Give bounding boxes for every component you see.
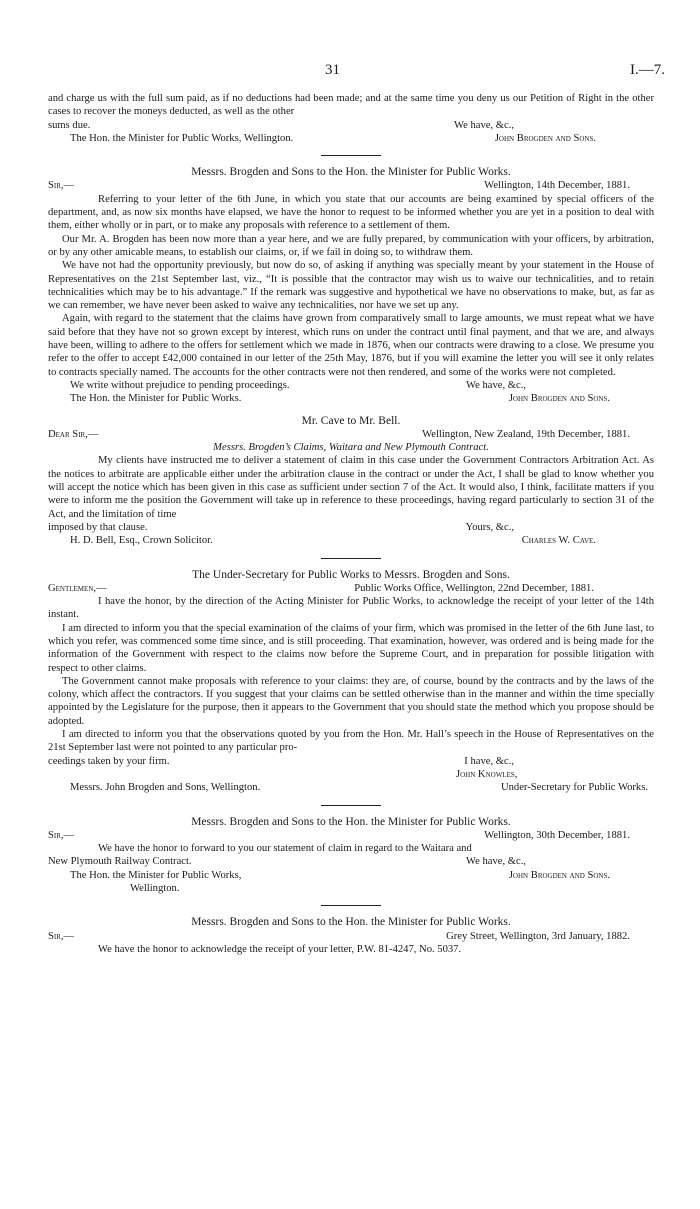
paragraph: The Government cannot make proposals with reference to your claims: they are, of course, bound by the contracts and by the laws of the colony, which affect the contractors. If you suggest that your claims can be settled otherwise than in the manner and within the time specially appointed by the Legislature for the purpose, then it appears to the Government that you should state the method which you propose should be adopted. [48,675,654,727]
paragraph: We have the honor to forward to you our statement of claim in regard to the Waitara and [98,843,472,855]
signature: John Brogden and Sons. [508,393,610,405]
sign-row [48,781,654,794]
section-divider [321,805,381,806]
closing-row [48,379,654,392]
signature-name: John Knowles, [456,768,518,780]
paragraph: My clients have instructed me to deliver a statement of claim in this case under the Government Contractors Arbitration Act. As the notices to arbitrate are applicable either under the arbitration clause in the contract or under the Act, I shall be glad to know whether you will accept the notice which has been given in this case as sufficient under section 7 of the Act. It would also, I think, facilitate matters if you were to inform me the position the Government will take up in reference to these proceedings, having regard particularly to section 31 of the Act, and the limitation of time [48,455,654,520]
addressee: The Hon. the Minister for Public Works, [70,869,242,881]
paragraph: Referring to your letter of the 6th June, in which you state that our accounts are being examined by special officers of the department, and, as now six months have elapsed, we have the honor to request to be informed whether you are yet in a position to deal with them, either wholly or in part, or to make any proposals with reference to a settlement of them. [48,193,654,232]
letter-title: Messrs. Brogden and Sons to the Hon. the Minister for Public Works. [191,916,511,929]
closing: We have, &c., [465,856,526,868]
intro-signature: John Brogden and Sons. [494,132,596,144]
paragraph: Our Mr. A. Brogden has been now more than a year here, and we are fully prepared, by communication with your officers, by arbitration, or by any other amicable means, to establish our claims, or, if we fail in doing so, to withdraw them. [48,233,654,258]
salutation: Gentlemen,— [48,582,107,594]
letter-content [48,92,654,956]
salutation-row [48,179,654,192]
addressee: The Hon. the Minister for Public Works. [70,393,242,405]
intro-closing: We have, &c., [453,119,514,131]
closing-row [48,521,654,534]
letter-title: Mr. Cave to Mr. Bell. [301,414,401,427]
paragraph: I am directed to inform you that the observations quoted by you from the Hon. Mr. Hall’s speech in the House of Representatives on the 21st September last were not pointed to any particular pro- [48,729,654,754]
closing-note: We write without prejudice to pending proceedings. [70,379,290,391]
intro-sign-row [48,132,654,145]
place-date: Wellington, 30th December, 1881. [484,829,630,841]
letter-subject: Messrs. Brogden’s Claims, Waitara and New Plymouth Contract. [213,442,489,454]
sign-row [48,869,654,882]
letter-title: The Under-Secretary for Public Works to Messrs. Brogden and Sons. [192,568,510,581]
paragraph: I have the honor, by the direction of the Acting Minister for Public Works, to acknowledge the receipt of your letter of the 14th instant. [48,596,654,621]
signature: Charles W. Cave. [521,535,596,547]
salutation-row [48,829,654,842]
salutation-row [48,428,654,441]
last-line: ceedings taken by your firm. [48,755,170,767]
signature-title: Under-Secretary for Public Works. [500,782,648,794]
letter-title: Messrs. Brogden and Sons to the Hon. the Minister for Public Works. [191,166,511,179]
section-divider [321,905,381,906]
document-reference: I.—7. [630,62,665,78]
signature: John Brogden and Sons. [508,869,610,881]
place-date: Wellington, New Zealand, 19th December, 1881. [422,428,630,440]
last-line: New Plymouth Railway Contract. [48,856,192,868]
sign-row [48,392,654,405]
page-number: 31 [325,62,340,78]
letter-title: Messrs. Brogden and Sons to the Hon. the Minister for Public Works. [191,815,511,828]
closing: We have, &c., [465,379,526,391]
salutation: Sir,— [48,829,75,841]
salutation-row [48,582,654,595]
intro-paragraph: and charge us with the full sum paid, as if no deductions had been made; and at the same time you deny us our Petition of Right in the other cases to recover the moneys deducted, as well as the other [48,93,654,118]
intro-closing-row [48,119,654,132]
paragraph: Again, with regard to the statement that the claims have grown from comparatively small to large amounts, we must repeat what we have said before that they have not so grown except by interest, which runs on under the contract until final payment, and that we are, and always have been, willing to adhere to the offers for settlement which we made in 1876, when our contracts were drawing to a close. We presume you refer to the offer to accept £42,000 contained in our letter of the 25th May, 1876, but if you will examine the letter you will see it only relates to contracts specially named. The accounts for the other contracts were not then rendered, and some of the works were not completed. [48,313,654,378]
salutation: Sir,— [48,930,75,942]
section-divider [321,155,381,156]
paragraph: We have not had the opportunity previously, but now do so, of asking if anything was specially meant by your statement in the House of Representatives on the 21st September last, viz., “It is possible that the contractor may wish us to waive our technicalities, and to retain technicalities which may be to his advantage.” If the remark was suggestive and hypothetical we have no observations to make, but, as far as we can remember, we have never been asked to waive any technicalities, nor have we set up any. [48,260,654,312]
closing-row [48,855,654,868]
addressee: H. D. Bell, Esq., Crown Solicitor. [70,535,213,547]
addressee: Messrs. John Brogden and Sons, Wellington. [70,782,261,794]
paragraph: I am directed to inform you that the special examination of the claims of your firm, which was promised in the letter of the 6th June last, to which you refer, was commenced some time since, and is still proceeding. That examination, however, was ordered and is being made for the information of the Government with respect to the claims now before the Supreme Court, and in preparation for possible litigation with respect to other claims. [48,622,654,674]
closing-row [48,755,654,768]
sign-row [48,534,654,547]
place-date: Public Works Office, Wellington, 22nd December, 1881. [354,582,594,594]
section-divider [321,558,381,559]
paragraph: We have the honor to acknowledge the receipt of your letter, P.W. 81-4247, No. 5037. [98,943,462,955]
addressee-line2: Wellington. [130,883,180,895]
salutation-row [48,930,654,943]
last-line: imposed by that clause. [48,521,148,533]
closing: Yours, &c., [465,521,514,533]
closing: I have, &c., [464,755,514,767]
salutation: Sir,— [48,180,75,192]
intro-last-line: sums due. [48,119,91,131]
place-date: Grey Street, Wellington, 3rd January, 1882. [446,930,630,942]
intro-addressee: The Hon. the Minister for Public Works, Wellington. [70,132,294,144]
salutation: Dear Sir,— [48,428,99,440]
place-date: Wellington, 14th December, 1881. [484,180,630,192]
